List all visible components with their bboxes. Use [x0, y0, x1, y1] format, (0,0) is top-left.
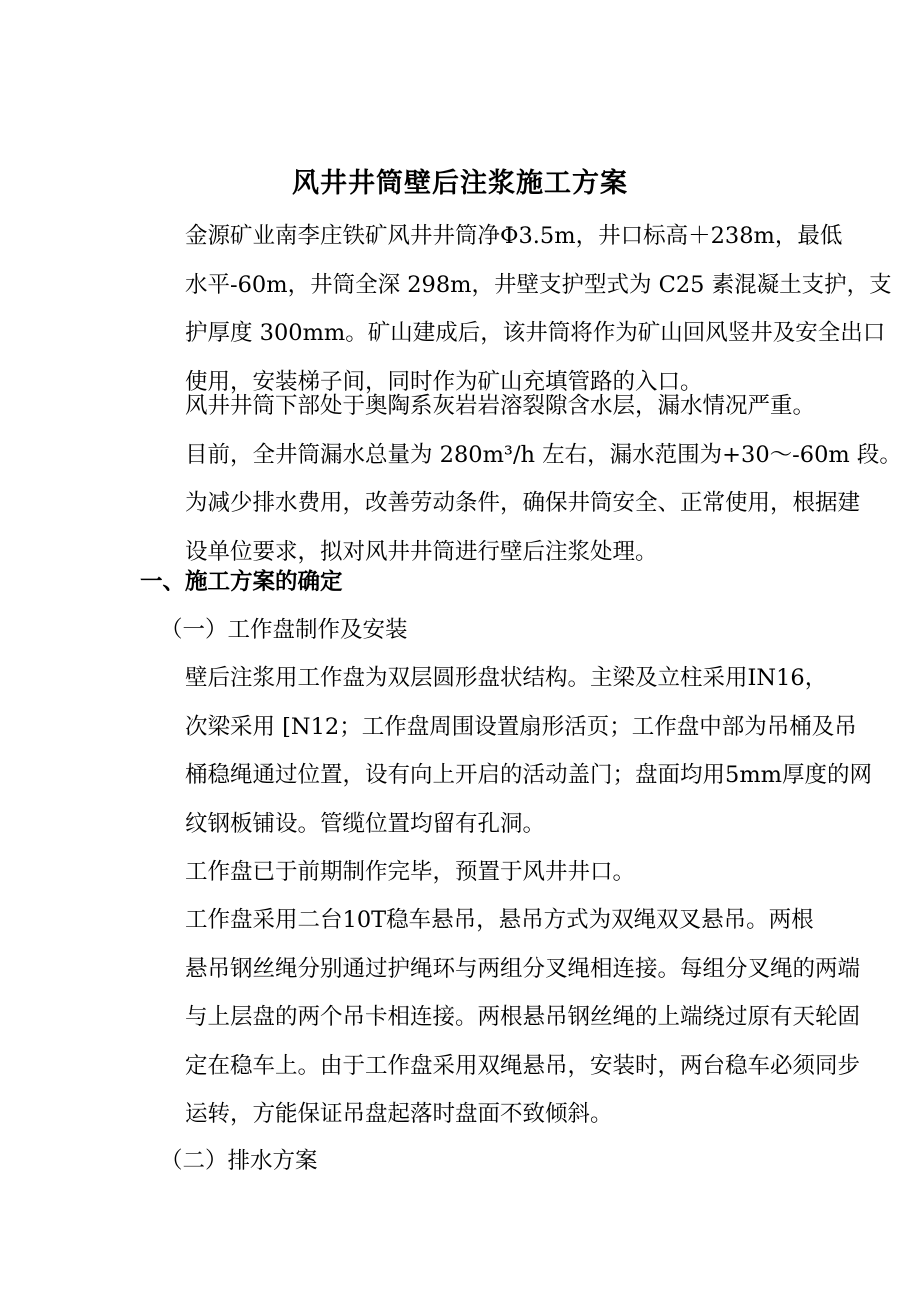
text-line: 悬吊钢丝绳分别通过护绳环与两组分叉绳相连接。每组分叉绳的两端: [185, 955, 861, 982]
section-heading-1: 一、施工方案的确定: [140, 569, 343, 595]
subsection-heading-1: （一）工作盘制作及安装: [160, 617, 408, 643]
document-title: 风井井筒壁后注浆施工方案: [292, 168, 628, 199]
text-line: 工作盘采用二台10T稳车悬吊，悬吊方式为双绳双叉悬吊。两根: [185, 907, 814, 933]
text-line: 桶稳绳通过位置，设有向上开启的活动盖门；盘面均用5mm厚度的网: [185, 762, 872, 788]
subsection-heading-2: （二）排水方案: [160, 1148, 318, 1174]
text-line: 次梁采用 [N12；工作盘周围设置扇形活页；工作盘中部为吊桶及吊: [185, 713, 857, 740]
text-line: 使用，安装梯子间，同时作为矿山充填管路的入口。: [185, 368, 703, 395]
text-line: 目前，全井筒漏水总量为 280m³/h 左右，漏水范围为+30～-60m 段。: [185, 441, 902, 468]
work-platform-paragraph-1: [140, 654, 872, 848]
text-line: 护厚度 300mm。矿山建成后，该井筒将作为矿山回风竖井及安全出口: [185, 320, 886, 346]
intro-paragraph-2: [140, 382, 902, 576]
text-line: 纹钢板铺设。管缆位置均留有孔洞。: [185, 810, 546, 837]
text-line: 设单位要求，拟对风井井筒进行壁后注浆处理。: [185, 538, 658, 565]
text-line: 运转，方能保证吊盘起落时盘面不致倾斜。: [185, 1101, 613, 1127]
text-line: 定在稳车上。由于工作盘采用双绳悬吊，安装时，两台稳车必须同步: [185, 1052, 861, 1079]
work-platform-paragraph-3: [140, 896, 861, 1139]
text-line: 风井井筒下部处于奥陶系灰岩岩溶裂隙含水层，漏水情况严重。: [185, 393, 816, 419]
text-line: 工作盘已于前期制作完毕，预置于风井井口。: [185, 859, 636, 885]
text-line: 壁后注浆用工作盘为双层圆形盘状结构。主梁及立柱采用ⅠN16，: [185, 665, 828, 691]
text-line: 水平-60m，井筒全深 298m，井壁支护型式为 C25 素混凝土支护，支: [185, 271, 892, 298]
text-line: 与上层盘的两个吊卡相连接。两根悬吊钢丝绳的上端绕过原有天轮固: [185, 1004, 861, 1030]
text-line: 金源矿业南李庄铁矿风井井筒净Φ3.5m，井口标高＋238m，最低: [185, 223, 843, 249]
work-platform-paragraph-2: [140, 848, 785, 897]
text-line: 为减少排水费用，改善劳动条件，确保井筒安全、正常使用，根据建: [185, 490, 861, 516]
